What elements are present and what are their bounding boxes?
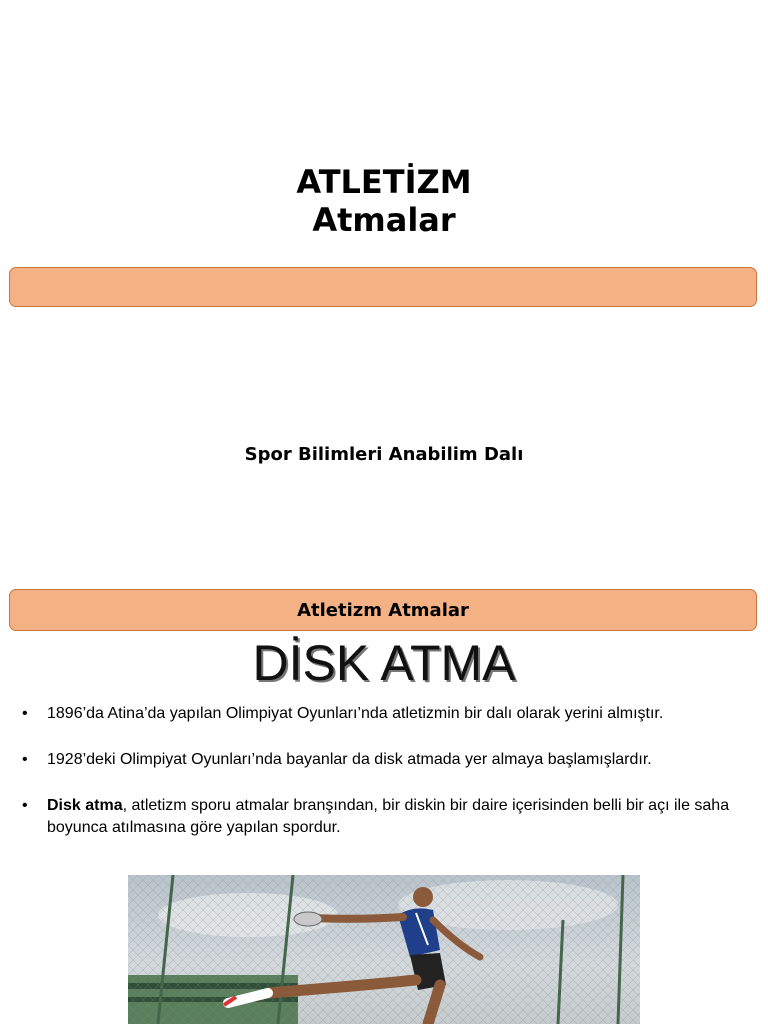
list-item bbox=[22, 795, 752, 839]
discus-thrower-photo bbox=[128, 875, 640, 1024]
cover-title bbox=[0, 163, 768, 239]
bullet-bold-term: Disk atma bbox=[47, 797, 123, 814]
cover-title-line1: ATLETİZM bbox=[296, 163, 472, 201]
bullet-text: 1928’deki Olimpiyat Oyunları’nda bayanlar da disk atmada yer almaya başlamışlardır. bbox=[47, 751, 652, 768]
list-item bbox=[22, 749, 752, 771]
bullet-list bbox=[22, 703, 752, 863]
discus-thrower-illustration bbox=[128, 875, 640, 1024]
cover-orange-band bbox=[9, 267, 757, 307]
slide-header-band bbox=[9, 589, 757, 631]
department-name: Spor Bilimleri Anabilim Dalı bbox=[244, 444, 524, 465]
bullet-dot: • bbox=[22, 797, 28, 814]
bullet-rest: , atletizm sporu atmalar branşından, bir diskin bir daire içerisinden belli bir açı ile saha boyunca atılmasına göre yapılan spordur. bbox=[47, 797, 730, 836]
list-item bbox=[22, 703, 752, 725]
slide-header-label: Atletizm Atmalar bbox=[297, 599, 469, 621]
bullet-text: 1896’da Atina’da yapılan Olimpiyat Oyunları’nda atletizmin bir dalı olarak yerini almıştır. bbox=[47, 705, 664, 722]
slide-title: DİSK ATMA bbox=[252, 635, 516, 691]
bullet-dot: • bbox=[22, 751, 28, 768]
bullet-text bbox=[47, 795, 752, 839]
bullet-dot: • bbox=[22, 705, 28, 722]
cover-title-line2: Atmalar bbox=[312, 201, 456, 239]
